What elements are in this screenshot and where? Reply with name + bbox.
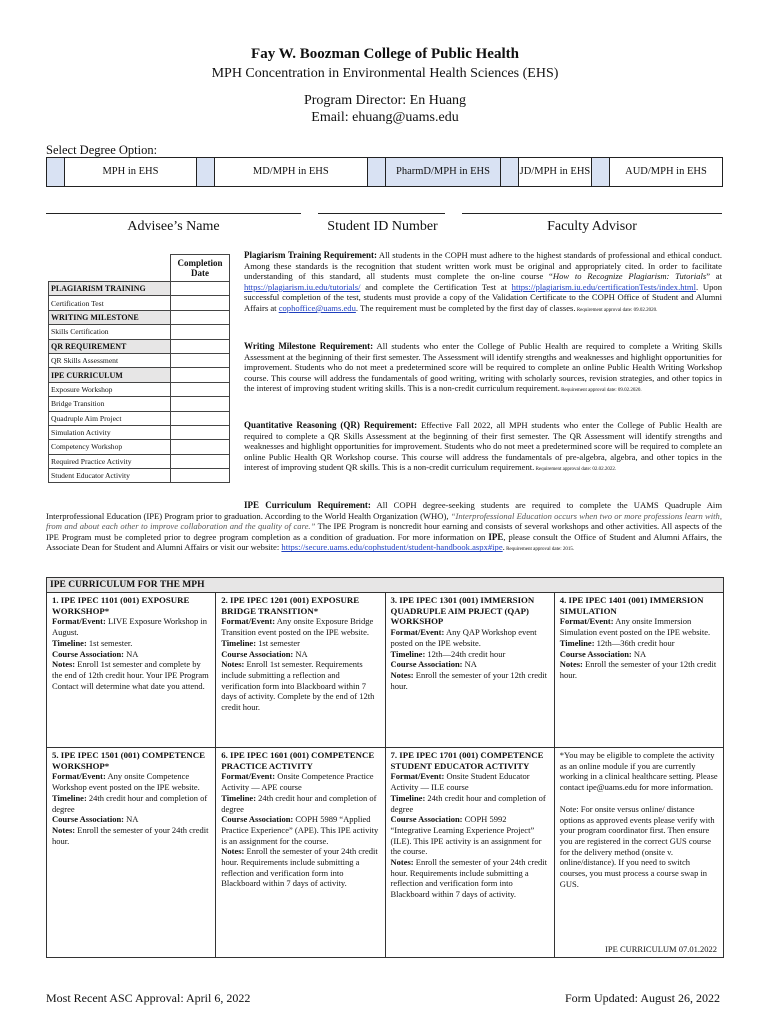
ipe-title: IPE Curriculum Requirement: <box>244 500 371 510</box>
cell-value: Enroll the semester of your 12th credit hour. <box>390 669 548 691</box>
completion-date-header: Completion Date <box>171 255 230 282</box>
cell-key: Notes: <box>52 659 76 670</box>
req-date-simulation[interactable] <box>171 425 230 439</box>
asc-approval-footer: Most Recent ASC Approval: April 6, 2022 <box>46 991 251 1005</box>
cell-key: Timeline: <box>52 792 87 803</box>
degree-option-mph: MPH in EHS <box>65 158 196 187</box>
online-eligibility-note: *You may be eligible to complete the activity as an online module if you are currently working in a clinical healthcare setting. Please contact ipe@uams.edu for more information. <box>559 750 718 793</box>
cell-key: Notes: <box>221 659 245 670</box>
cell-value: NA <box>124 814 139 825</box>
director-email: Email: ehuang@uams.edu <box>311 110 459 125</box>
ipe-cell-title: 5. IPE IPEC 1501 (001) COMPETENCE WORKSHOP* <box>52 750 205 771</box>
degree-checkbox-md-mph[interactable] <box>196 158 214 187</box>
ipe-text-1: All COPH degree-seeking students are required to complete the UAMS Quadruple Aim Interprofessional Education (IPE) Program prior to graduation. According to the World Health Organization (WHO), <box>46 500 722 521</box>
faculty-advisor-line[interactable] <box>462 213 722 214</box>
cell-value: COPH 5992 “Integrative Learning Experience Project” (ILE). This IPE activity is an assignment for the course. <box>390 814 542 857</box>
req-table-spacer <box>49 255 171 282</box>
ipe-text-3: , please consult the Office of Student and Alumni Affairs, the Associate Dean for Student and Alumni Affairs or visit our website: <box>46 531 722 553</box>
req-date-practice-activity[interactable] <box>171 454 230 468</box>
writing-approval-date: Requirement approval date: 09.02.2020. <box>559 388 642 394</box>
student-handbook-link[interactable]: https://secure.uams.edu/cophstudent/student-handbook.aspx#ipe <box>281 542 503 553</box>
cell-value: COPH 5989 “Applied Practice Experience” (APE). This IPE activity is an assignment for the course. <box>221 814 379 846</box>
degree-checkbox-jd-mph[interactable] <box>501 158 519 187</box>
ipe-text-2: The IPE Program is noncredit hour earning and consists of several workshops and other activities. All aspects of the IPE Program must be completed prior to degree program completion as a condition of graduation. For more information on <box>46 521 722 542</box>
cell-value: Enroll 1st semester. Requirements include submitting a reflection and verification form into Blackboard within 7 days of activity. Complete by the end of 12th credit hour. <box>221 659 375 713</box>
ipe-cell-1201 <box>216 593 385 748</box>
program-director: Program Director: En Huang <box>303 93 467 108</box>
degree-checkbox-pharmd-mph[interactable] <box>367 158 385 187</box>
req-date-qr-assessment[interactable] <box>171 353 230 367</box>
coph-office-email-link[interactable]: cophoffice@uams.edu <box>278 302 356 313</box>
qr-paragraph <box>244 420 722 476</box>
cell-key: Timeline: <box>390 648 426 659</box>
cell-value: Any onsite Competence Workshop event posted on the IPE website. <box>52 771 200 793</box>
cell-key: Format/Event: <box>52 771 106 782</box>
cell-value: Any onsite Immersion Simulation event posted on the IPE website. <box>559 616 711 638</box>
plagiarism-text-4: . Upon successful completion of the test, students must provide a copy of the Validation Certificate to the COPH Office of Student and Alumni Affairs at <box>244 281 722 313</box>
cell-key: Format/Event: <box>559 616 614 627</box>
plagiarism-text-5: . The requirement must be completed by the first day of classes. <box>355 302 576 313</box>
ipe-cell-title: 7. IPE IPEC 1701 (001) COMPETENCE STUDENT EDUCATOR ACTIVITY <box>390 750 544 771</box>
cell-value: 1st semester. <box>86 637 133 648</box>
cell-key: Notes: <box>390 669 414 680</box>
req-row-writing-milestone: WRITING MILESTONE <box>49 310 171 324</box>
onsite-online-note: Note: For onsite versus online/ distance options as approved events please verify with your program coordinator first. Then ensure you are registered in the correct GUS course for the delivery method (onsite v. online/distance). If you need to switch courses, you must process a course swap in GUS. <box>559 803 715 889</box>
cell-key: Format/Event: <box>390 627 445 638</box>
cell-value: 24th credit hour and completion of degree <box>390 792 546 814</box>
ipe-version-label: IPE CURRICULUM 07.01.2022 <box>605 944 717 955</box>
ipe-curriculum-section <box>46 577 724 958</box>
degree-options-table <box>46 157 723 187</box>
cell-value: 12th—24th credit hour <box>425 648 506 659</box>
qr-title: Quantitative Reasoning (QR) Requirement: <box>244 420 418 430</box>
cell-value: 24th credit hour and completion of degree <box>52 792 208 814</box>
cell-key: Course Association: <box>559 648 632 659</box>
req-row-ipe-curriculum: IPE CURRICULUM <box>49 368 171 382</box>
plagiarism-text-3: and complete the Certification Test at <box>360 281 512 292</box>
cell-value: Enroll the semester of your 24th credit hour. Requirements include submitting a reflection and verification form into Blackboard within 7 days of activity. <box>221 846 378 889</box>
req-row-simulation-activity: Simulation Activity <box>49 425 171 439</box>
degree-option-pharmd-mph: PharmD/MPH in EHS <box>385 158 500 187</box>
writing-milestone-paragraph <box>244 341 722 397</box>
cell-key: Format/Event: <box>221 771 276 782</box>
cell-key: Notes: <box>221 846 245 857</box>
req-row-plagiarism-training: PLAGIARISM TRAINING <box>49 282 171 296</box>
cell-key: Timeline: <box>390 792 426 803</box>
plagiarism-paragraph <box>244 250 722 317</box>
plagiarism-course-name: How to Recognize Plagiarism: Tutorials <box>552 271 707 282</box>
ipe-paragraph <box>46 500 722 556</box>
cell-value: Any onsite Exposure Bridge Transition event posted on the IPE website. <box>221 616 374 638</box>
cell-key: Format/Event: <box>390 771 445 782</box>
req-date-exposure-workshop[interactable] <box>171 382 230 396</box>
cell-value: Enroll the semester of your 24th credit hour. Requirements include submitting a reflection and verification form into Blackboard within 7 days of activity. <box>390 857 548 900</box>
student-id-line[interactable] <box>318 213 445 214</box>
cell-value: Enroll 1st semester and complete by the end of 12th credit hour. Your IPE Program Contact will determine what date you attend. <box>52 659 209 691</box>
ipe-cell-1101 <box>47 593 216 748</box>
cell-value: NA <box>293 648 308 659</box>
cell-value: NA <box>631 648 647 659</box>
req-row-skills-certification: Skills Certification <box>49 325 171 339</box>
degree-option-aud-mph: AUD/MPH in EHS <box>609 158 722 187</box>
req-date-certification-test[interactable] <box>171 296 230 310</box>
cell-key: Notes: <box>559 659 583 670</box>
ipe-bold: IPE <box>488 531 504 542</box>
cell-key: Format/Event: <box>221 616 276 627</box>
plagiarism-certification-link[interactable]: https://plagiarism.iu.edu/certificationTests/index.html <box>511 281 697 292</box>
cell-value: Enroll the semester of your 24th credit hour. <box>52 824 209 846</box>
plagiarism-approval-date: Requirement approval date: 09.02.2020. <box>575 307 658 313</box>
cell-key: Course Association: <box>390 814 463 825</box>
cell-key: Timeline: <box>52 637 87 648</box>
req-row-bridge-transition: Bridge Transition <box>49 397 171 411</box>
degree-option-md-mph: MD/MPH in EHS <box>214 158 367 187</box>
writing-milestone-text: All students who enter the College of Public Health are required to complete a Writing Skills Assessment at the beginning of their first semester. The Assessment will identify strengths and weaknesses and highlight opportunities for improvement. Students who do not meet a predetermined score will be required to complete an online Public Health Writing Workshop course. This course will address the fundamentals of good writing, writing with scholarly sources, revision strategies, and other topics in the interest of improving student writing skills. This is a non-credit curriculum requirement. <box>244 341 722 394</box>
who-quote: “Interprofessional Education occurs when two or more professions learn with, from and about each other to improve collaboration and the quality of care.” <box>46 510 722 532</box>
ipe-cell-title: 3. IPE IPEC 1301 (001) IMMERSION QUADRUPLE AIM PRJECT (QAP) WORKSHOP <box>390 595 535 627</box>
qr-text: Effective Fall 2022, all MPH students who enter the College of Public Health are required to complete a QR Skills Assessment at the beginning of their first semester. The QR Assessment will identify strengths and weaknesses and highlight opportunities for improvement. Students who do not meet a predetermined score will be required to complete an online Public Health QR Workshop course. This course will address the fundamentals of pre-algebra, algebra, and other topics in the interest of improving student QR skills. This is a non-credit curriculum requirement. <box>244 420 722 473</box>
advisee-name-label: Advisee’s Name <box>127 219 220 234</box>
college-title: Fay W. Boozman College of Public Health <box>251 46 519 62</box>
req-row-exposure-workshop: Exposure Workshop <box>49 382 171 396</box>
concentration-title: MPH Concentration in Environmental Health Sciences (EHS) <box>211 66 559 81</box>
writing-milestone-title: Writing Milestone Requirement: <box>244 341 374 351</box>
plagiarism-text-2: ” at <box>706 271 722 282</box>
plagiarism-text-1: All students in the COPH must adhere to the highest standards of professional and ethical conduct. Among these standards is the recognition that student written work must be original and appropriately cited. In order to facilitate understanding of this standard, all students must complete the on-line course “ <box>244 250 723 282</box>
req-row-quadruple-aim-project: Quadruple Aim Project <box>49 411 171 425</box>
ipe-table-caption: IPE CURRICULUM FOR THE MPH <box>46 577 724 592</box>
req-date-student-educator[interactable] <box>171 469 230 483</box>
form-updated-footer: Form Updated: August 26, 2022 <box>565 991 720 1005</box>
degree-checkbox-aud-mph[interactable] <box>591 158 609 187</box>
req-row-certification-test: Certification Test <box>49 296 171 310</box>
ipe-notes-cell <box>554 748 723 958</box>
req-row-qr-skills-assessment: QR Skills Assessment <box>49 353 171 367</box>
advisee-name-line[interactable] <box>46 213 301 214</box>
cell-key: Timeline: <box>221 637 257 648</box>
cell-key: Notes: <box>52 824 76 835</box>
cell-key: Notes: <box>390 857 414 868</box>
cell-key: Course Association: <box>52 648 125 659</box>
ipe-cell-title: 2. IPE IPEC 1201 (001) EXPOSURE BRIDGE TRANSITION* <box>221 595 360 616</box>
cell-value: Any QAP Workshop event posted on the IPE website. <box>390 627 537 648</box>
plagiarism-title: Plagiarism Training Requirement: <box>244 250 377 260</box>
cell-key: Course Association: <box>221 814 294 825</box>
req-date-quadruple-aim[interactable] <box>171 411 230 425</box>
cell-key: Course Association: <box>390 659 463 670</box>
degree-checkbox-mph[interactable] <box>47 158 65 187</box>
cell-value: 24th credit hour and completion of degree <box>221 792 377 814</box>
cell-value: Onsite Competence Practice Activity — APE course <box>221 771 374 793</box>
req-date-qr[interactable] <box>171 339 230 353</box>
cell-value: Enroll the semester of your 12th credit hour. <box>559 659 717 680</box>
ipe-cell-1401 <box>554 593 723 748</box>
req-date-skills-certification[interactable] <box>171 325 230 339</box>
req-date-bridge-transition[interactable] <box>171 397 230 411</box>
cell-value: 1st semester <box>256 637 300 648</box>
ipe-cell-1501 <box>47 748 216 958</box>
requirements-table <box>48 254 230 483</box>
ipe-cell-1701 <box>385 748 554 958</box>
cell-value: NA <box>124 648 139 659</box>
req-row-required-practice-activity: Required Practice Activity <box>49 454 171 468</box>
req-date-ipe[interactable] <box>171 368 230 382</box>
ipe-approval-date: Requirement approval date: 2015. <box>504 547 575 553</box>
req-date-competency-workshop[interactable] <box>171 440 230 454</box>
req-row-qr-requirement: QR REQUIREMENT <box>49 339 171 353</box>
cell-key: Format/Event: <box>52 616 106 627</box>
req-row-student-educator-activity: Student Educator Activity <box>49 469 171 483</box>
cell-value: LIVE Exposure Workshop in August. <box>52 616 207 638</box>
qr-approval-date: Requirement approval date: 02.02.2022. <box>534 467 617 473</box>
cell-value: 12th—36th credit hour <box>594 637 675 648</box>
ipe-cell-1301 <box>385 593 554 748</box>
faculty-advisor-label: Faculty Advisor <box>547 219 637 234</box>
degree-option-jd-mph: JD/MPH in EHS <box>519 158 591 187</box>
cell-value: NA <box>462 659 477 670</box>
ipe-curriculum-table <box>46 592 724 958</box>
cell-key: Course Association: <box>52 814 125 825</box>
cell-key: Course Association: <box>221 648 294 659</box>
ipe-cell-title: 4. IPE IPEC 1401 (001) IMMERSION SIMULATION <box>559 595 704 616</box>
plagiarism-tutorials-link[interactable]: https://plagiarism.iu.edu/tutorials/ <box>244 281 361 292</box>
ipe-cell-title: 6. IPE IPEC 1601 (001) COMPETENCE PRACTICE ACTIVITY <box>221 750 375 771</box>
cell-key: Timeline: <box>559 637 595 648</box>
student-id-label: Student ID Number <box>327 219 438 234</box>
ipe-cell-1601 <box>216 748 385 958</box>
cell-value: Onsite Student Educator Activity — ILE course <box>390 771 530 793</box>
ipe-text-4: . <box>502 542 505 553</box>
degree-select-label: Select Degree Option: <box>46 143 158 157</box>
ipe-cell-title: 1. IPE IPEC 1101 (001) EXPOSURE WORKSHOP* <box>52 595 190 616</box>
req-date-plagiarism[interactable] <box>171 282 230 296</box>
cell-key: Timeline: <box>221 792 257 803</box>
req-row-competency-workshop: Competency Workshop <box>49 440 171 454</box>
req-date-writing[interactable] <box>171 310 230 324</box>
